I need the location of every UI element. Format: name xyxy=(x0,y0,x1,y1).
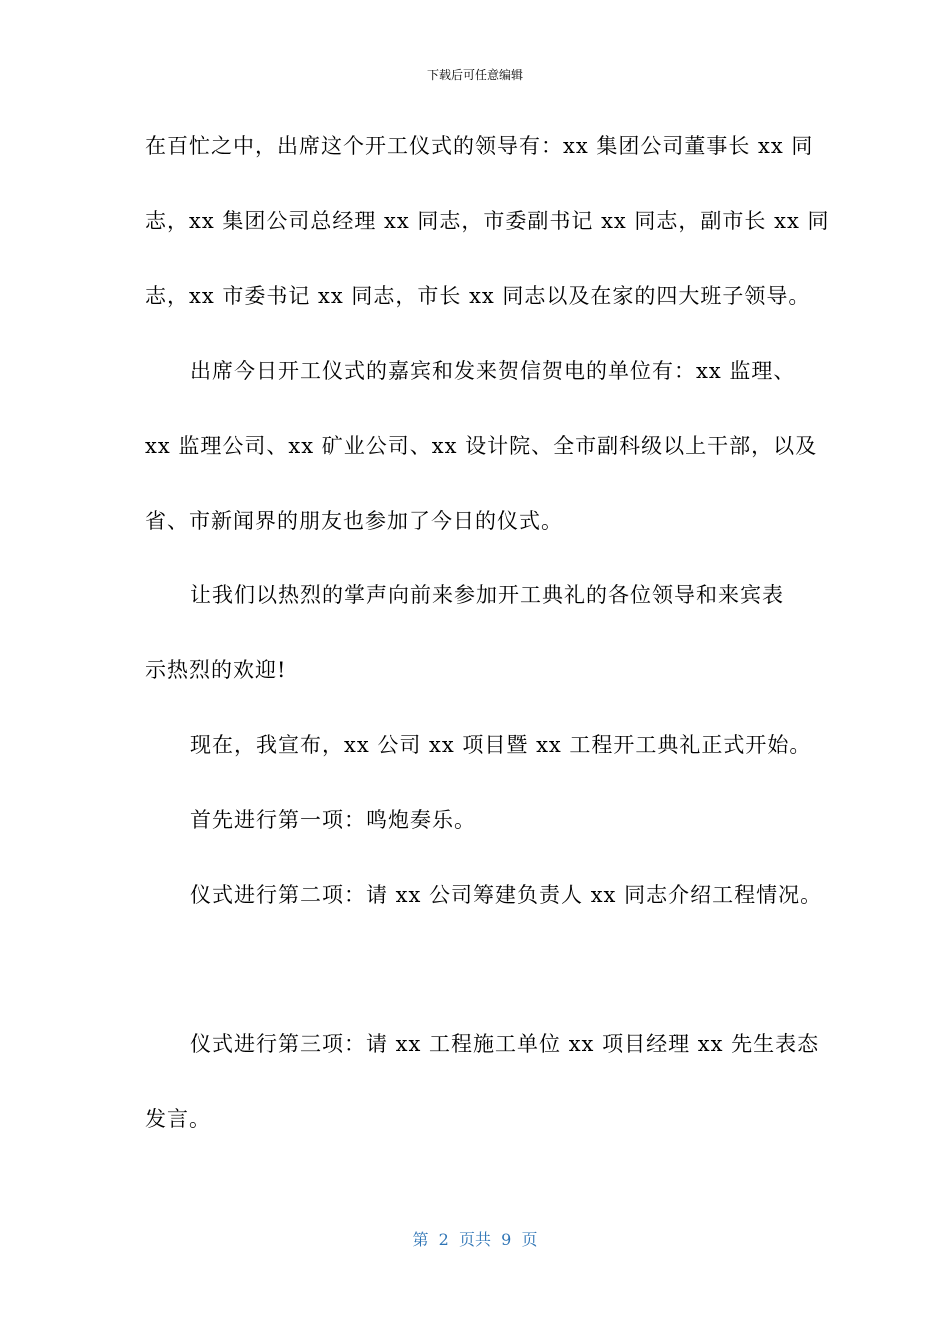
body-line-11: 仪式进行第二项：请 xx 公司筹建负责人 xx 同志介绍工程情况。 xyxy=(190,883,823,907)
body-line-1: 在百忙之中，出席这个开工仪式的领导有：xx 集团公司董事长 xx 同 xyxy=(145,134,814,158)
body-line-5: xx 监理公司、xx 矿业公司、xx 设计院、全市副科级以上干部，以及 xyxy=(145,434,818,458)
body-line-8: 示热烈的欢迎! xyxy=(145,658,287,682)
body-line-6: 省、市新闻界的朋友也参加了今日的仪式。 xyxy=(145,509,563,533)
body-line-13: 发言。 xyxy=(145,1107,211,1131)
page-number-footer: 第 2 页共 9 页 xyxy=(412,1230,538,1249)
body-line-7: 让我们以热烈的掌声向前来参加开工典礼的各位领导和来宾表 xyxy=(190,583,784,607)
body-line-3: 志，xx 市委书记 xx 同志，市长 xx 同志以及在家的四大班子领导。 xyxy=(145,284,811,308)
body-line-2: 志，xx 集团公司总经理 xx 同志，市委副书记 xx 同志，副市长 xx 同 xyxy=(145,209,830,233)
body-line-10: 首先进行第一项：鸣炮奏乐。 xyxy=(190,808,476,832)
page-header: 下载后可任意编辑 xyxy=(426,68,523,82)
body-line-12: 仪式进行第三项：请 xx 工程施工单位 xx 项目经理 xx 先生表态 xyxy=(190,1032,820,1056)
body-line-9: 现在，我宣布，xx 公司 xx 项目暨 xx 工程开工典礼正式开始。 xyxy=(190,733,812,757)
body-line-4: 出席今日开工仪式的嘉宾和发来贺信贺电的单位有：xx 监理、 xyxy=(190,359,796,383)
